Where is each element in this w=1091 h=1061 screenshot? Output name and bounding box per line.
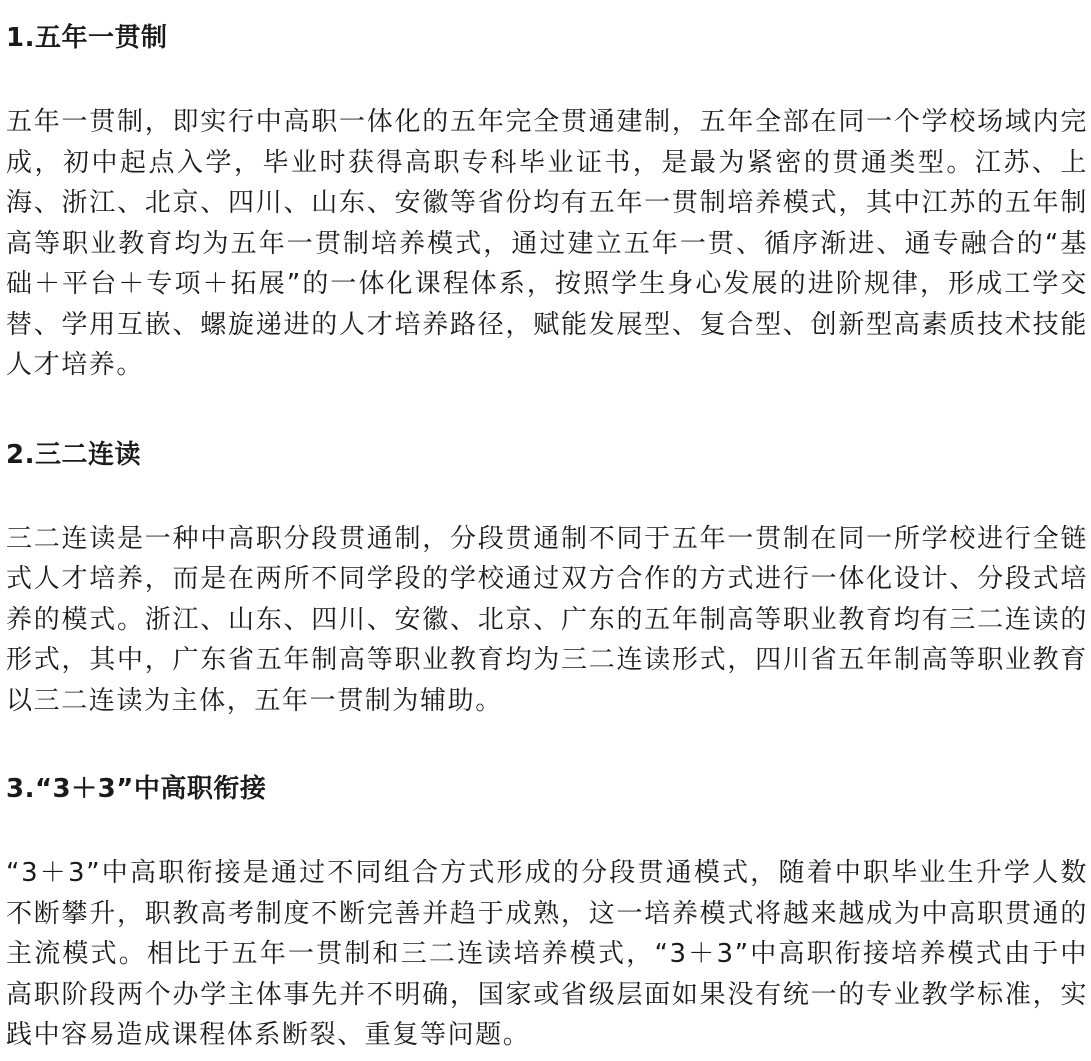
section-title-1: 1.五年一贯制 — [6, 23, 168, 53]
section-paragraph-1: 五年一贯制，即实行中高职一体化的五年完全贯通建制，五年全部在同一个学校场域内完成，初中起点入学，毕业时获得高职专科毕业证书，是最为紧密的贯通类型。江苏、上海、浙江、北京、四川、山东、安徽等省份均有五年一贯制培养模式，其中江苏的五年制高等职业教育均为五年一贯制培养模式，通过建立五年一贯、循序渐进、通专融合的“基础＋平台＋专项＋拓展”的一体化课程体系，按照学生身心发展的进阶规律，形成工学交替、学用互嵌、螺旋递进的人才培养路径，赋能发展型、复合型、创新型高素质技术技能人才培养。 — [6, 107, 1088, 380]
section-paragraph-2: 三二连读是一种中高职分段贯通制，分段贯通制不同于五年一贯制在同一所学校进行全链式人才培养，而是在两所不同学段的学校通过双方合作的方式进行一体化设计、分段式培养的模式。浙江、山东、四川、安徽、北京、广东的五年制高等职业教育均有三二连读的形式，其中，广东省五年制高等职业教育均为三二连读形式，四川省五年制高等职业教育以三二连读为主体，五年一贯制为辅助。 — [6, 523, 1088, 716]
section-title-2: 2.三二连读 — [6, 439, 141, 470]
article-body — [6, 0, 1088, 1056]
section-paragraph-3: “3＋3”中高职衔接是通过不同组合方式形成的分段贯通模式，随着中职毕业生升学人数不断攀升，职教高考制度不断完善并趋于成熟，这一培养模式将越来越成为中高职贯通的主流模式。相比于五年一贯制和三二连读培养模式，“3＋3”中高职衔接培养模式由于中高职阶段两个办学主体事先并不明确，国家或省级层面如果没有统一的专业教学标准，实践中容易造成课程体系断裂、重复等问题。 — [6, 858, 1088, 1050]
section-title-3: 3.“3＋3”中高职衔接 — [6, 774, 267, 804]
